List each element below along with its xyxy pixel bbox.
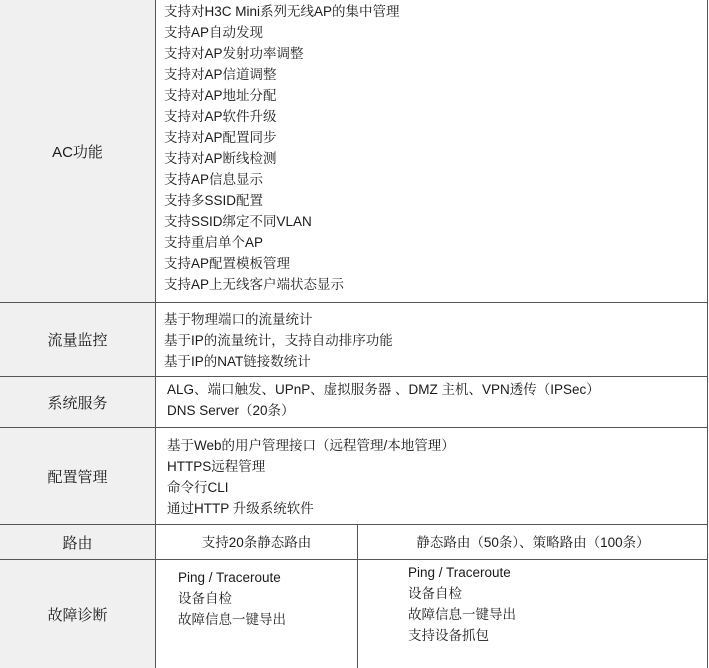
table-right-border <box>707 0 708 668</box>
list-item: 设备自检 <box>408 586 462 601</box>
row-divider <box>0 302 708 303</box>
ac-function-list <box>164 1 400 295</box>
row-divider <box>0 427 708 428</box>
list-item: 支持对AP断线检测 <box>164 151 277 166</box>
fault-diagnosis-label-text: 故障诊断 <box>47 606 108 624</box>
column-divider <box>155 0 156 668</box>
traffic-monitor-list <box>164 309 393 372</box>
list-item: 支持对AP发射功率调整 <box>164 46 304 61</box>
traffic-monitor-label-text: 流量监控 <box>47 332 108 349</box>
list-item: 支持AP自动发现 <box>164 25 264 40</box>
fault-diagnosis-right-list <box>408 562 516 646</box>
list-item: 支持对H3C Mini系列无线AP的集中管理 <box>164 4 400 19</box>
list-item: Ping / Traceroute <box>178 570 281 585</box>
row-divider <box>0 524 708 525</box>
fault-diagnosis-label <box>0 560 155 668</box>
list-item: ALG、端口触发、UPnP、虚拟服务器 、DMZ 主机、VPN透传（IPSec） <box>167 382 600 397</box>
list-item: 基于Web的用户管理接口（远程管理/本地管理） <box>167 438 455 453</box>
routing-label <box>0 525 155 559</box>
routing-label-text: 路由 <box>62 534 93 552</box>
row-divider <box>0 376 708 377</box>
list-item: 支持SSID绑定不同VLAN <box>164 214 312 229</box>
traffic-monitor-label <box>0 303 155 376</box>
list-item: 支持对AP地址分配 <box>164 88 277 103</box>
list-item: 基于物理端口的流量统计 <box>164 312 313 327</box>
list-item: 设备自检 <box>178 591 232 606</box>
list-item: HTTPS远程管理 <box>167 459 266 474</box>
ac-function-label <box>0 0 155 302</box>
routing-right-text: 静态路由（50条）、策略路由（100条） <box>416 534 650 550</box>
list-item: 支持设备抓包 <box>408 628 489 643</box>
config-management-label-text: 配置管理 <box>47 468 108 486</box>
system-service-list <box>167 379 600 421</box>
list-item: 支持对AP信道调整 <box>164 67 277 82</box>
list-item: 基于IP的流量统计，支持自动排序功能 <box>164 333 393 348</box>
ac-function-label-text: AC功能 <box>52 143 103 161</box>
list-item: 支持AP信息显示 <box>164 172 264 187</box>
config-management-list <box>167 435 455 519</box>
routing-left-cell <box>156 525 357 559</box>
list-item: 命令行CLI <box>167 480 229 495</box>
routing-right-cell <box>358 525 708 559</box>
system-service-label-text: 系统服务 <box>47 394 108 412</box>
list-item: 支持重启单个AP <box>164 235 264 250</box>
list-item: 故障信息一键导出 <box>178 612 286 627</box>
list-item: 支持AP上无线客户端状态显示 <box>164 277 345 292</box>
list-item: 基于IP的NAT链接数统计 <box>164 354 311 369</box>
list-item: 支持对AP配置同步 <box>164 130 277 145</box>
list-item: 故障信息一键导出 <box>408 607 516 622</box>
list-item: 支持多SSID配置 <box>164 193 264 208</box>
column-divider <box>357 525 358 668</box>
system-service-label <box>0 377 155 427</box>
row-divider <box>0 559 708 560</box>
routing-left-text: 支持20条静态路由 <box>201 534 312 550</box>
list-item: 支持AP配置模板管理 <box>164 256 291 271</box>
fault-diagnosis-left-list <box>178 567 286 630</box>
list-item: 通过HTTP 升级系统软件 <box>167 501 314 516</box>
list-item: Ping / Traceroute <box>408 565 511 580</box>
config-management-label <box>0 428 155 524</box>
list-item: 支持对AP软件升级 <box>164 109 277 124</box>
list-item: DNS Server（20条） <box>167 403 295 418</box>
